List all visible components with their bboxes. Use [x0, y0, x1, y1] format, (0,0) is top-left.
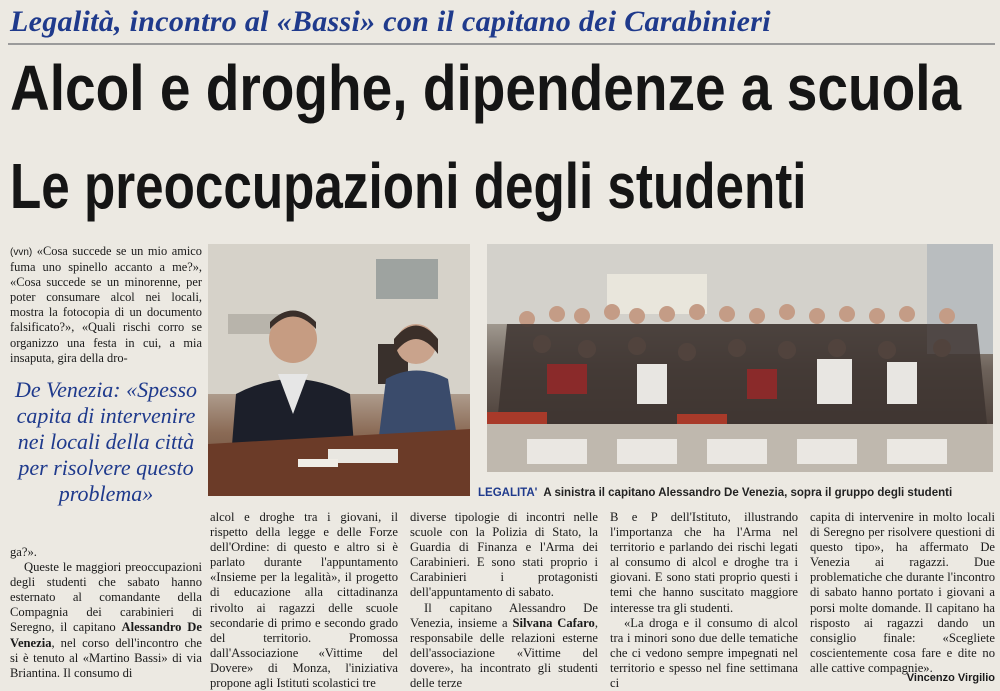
paragraph: capita di intervenire in molto locali di Seregno per risolvere questioni di questo tipo», ha affermato De Venezia ai ragazzi. Due problematiche che durante l'incontro di sabato hanno portato i giovani a porsi molte domande. Il capitano ha risposto ai ragazzi dando un consiglio finale: «Scegliete coscientemente cosa fare e dite no alle cattive compagnie».	[810, 510, 995, 675]
paragraph: «La droga e il consumo di alcol tra i minori sono due delle tematiche che ci vedono sempre impegnati nel territorio e spesso nel fine settimana ci	[610, 615, 798, 691]
photo-students-group	[487, 244, 993, 472]
article-column-2	[210, 510, 398, 691]
pull-quote: De Venezia: «Spesso capita di intervenire nei locali della città per risolvere questo problema»	[14, 377, 198, 506]
article-column-3	[410, 510, 598, 691]
caption-tag: LEGALITA'	[478, 487, 538, 499]
photo-captain	[208, 244, 470, 496]
paragraph: diverse tipologie di incontri nelle scuole con la Polizia di Stato, la Guardia di Finanza e l'Arma dei Carabinieri. E sono stati proprio i Carabinieri i protagonisti dell'appuntamento di sabato.	[410, 510, 598, 600]
headline-line-1: Alcol e droghe, dipendenze a scuola	[10, 52, 962, 124]
paragraph: B e P dell'Istituto, illustrando l'importanza che ha l'Arma nel territorio e parlando dei rischi legati al consumo di alcol e droghe tra i giovani. E sono stati proprio questi i temi che hanno suscitato maggiore interesse tra gli studenti.	[610, 510, 798, 615]
intro-text: «Cosa succede se un mio amico fuma uno spinello accanto a me?», «Cosa succede se un minorenne, per poter consumare alcol nei locali, mostra la fotocopia di un documento falsificato?», «Quali rischi corro se organizzo una festa in cui, a mia insaputa, gira della dro-	[10, 244, 202, 365]
author-signature: Vincenzo Virgilio	[906, 672, 995, 684]
article-column-5	[810, 510, 995, 676]
article-column-4	[610, 510, 798, 691]
caption-text: A sinistra il capitano Alessandro De Venezia, sopra il gruppo degli studenti	[543, 487, 953, 499]
intro-paragraph	[10, 244, 202, 366]
paragraph: Il capitano Alessandro De Venezia, insieme a Silvana Cafaro, responsabile delle relazioni esterne dell'associazione «Vittime del dovere», ha incontrato gli studenti delle terze	[410, 600, 598, 691]
headline-line-2: Le preoccupazioni degli studenti	[10, 150, 807, 222]
paragraph: alcol e droghe tra i giovani, il rispetto della legge e delle Forze dell'Ordine: di questo e altro si è parlato durante l'appuntamento «Insieme per la legalità», il progetto di educazione alla cittadinanza rivolto ai ragazzi delle scuole secondarie di primo e secondo grado del territorio. Promossa dall'Associazione «Vittime del Dovere» di Monza, l'iniziativa propone agli Istituti scolastici tre	[210, 510, 398, 691]
byline: (vvn)	[10, 247, 33, 258]
divider-rule	[8, 43, 995, 45]
paragraph: ga?».	[10, 545, 37, 559]
photo-caption	[478, 484, 996, 502]
paragraph: Queste le maggiori preoccupazioni degli studenti che sabato hanno esternato al comandante della Compagnia dei carabinieri di Seregno, il capitano Alessandro De Venezia, nel corso dell'incontro che si è tenuto al «Martino Bassi» di via Briantina. Il consumo di	[10, 560, 202, 680]
article-column-1	[10, 545, 202, 681]
kicker-headline: Legalità, incontro al «Bassi» con il capitano dei Carabinieri	[10, 5, 771, 38]
